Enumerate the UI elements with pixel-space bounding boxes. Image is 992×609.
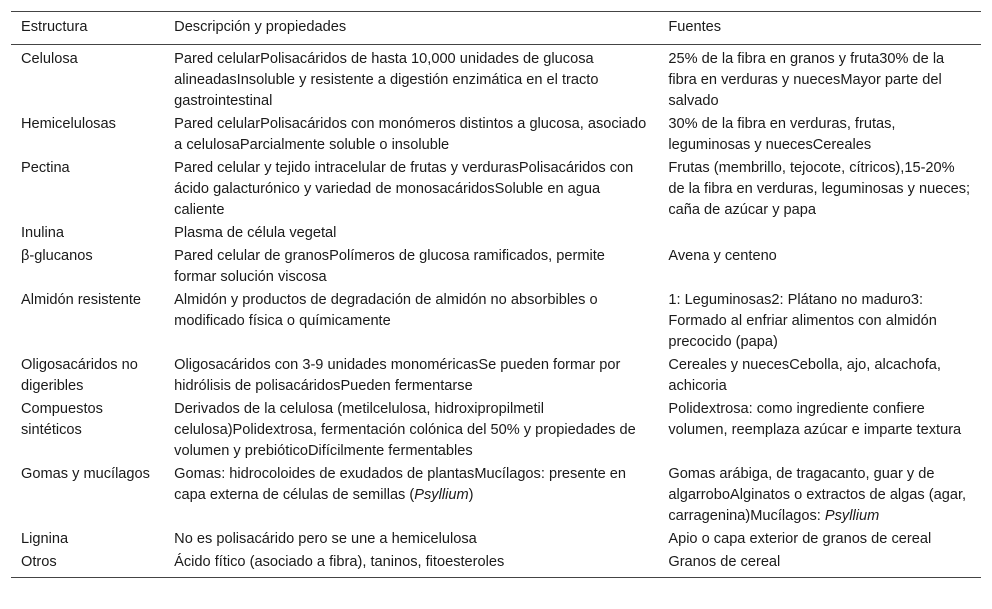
cell-estructura: Almidón resistente bbox=[21, 292, 142, 308]
cell-descripcion: Pared celular de granosPolímeros de glucosa ramificados, permite formar solución viscosa bbox=[174, 248, 605, 285]
cell-estructura: Celulosa bbox=[21, 51, 78, 67]
table-row bbox=[11, 290, 981, 355]
cell-fuentes: 25% de la fibra en granos y fruta30% de la fibra en verduras y nuecesMayor parte del salvado bbox=[668, 51, 945, 109]
cell-fuentes: Granos de cereal bbox=[668, 554, 781, 570]
table-body bbox=[11, 45, 981, 578]
cell-estructura: Gomas y mucílagos bbox=[21, 466, 150, 482]
cell-descripcion: Oligosacáridos con 3-9 unidades monoméricasSe pueden formar por hidrólisis de polisacáridosPueden fermentarse bbox=[174, 357, 621, 394]
cell-descripcion: Pared celularPolisacáridos con monómeros distintos a glucosa, asociado a celulosaParcialmente soluble o insoluble bbox=[174, 116, 647, 153]
cell-descripcion: Almidón y productos de degradación de almidón no absorbibles o modificado física o químicamente bbox=[174, 292, 598, 329]
psyllium-italic: Psyllium bbox=[414, 487, 469, 503]
cell-estructura: Inulina bbox=[21, 225, 65, 241]
cell-descripcion: Pared celular y tejido intracelular de frutas y verdurasPolisacáridos con ácido galacturónico y variedad de monosacáridosSoluble en agua caliente bbox=[174, 160, 634, 218]
table-row bbox=[11, 114, 981, 158]
fuentes-text: Gomas arábiga, de tragacanto, guar y de algarroboAlginatos o extractos de algas (agar, carragenina)Mucílagos: bbox=[668, 466, 967, 524]
cell-descripcion bbox=[164, 464, 658, 529]
cell-fuentes bbox=[658, 223, 981, 246]
cell-descripcion: Plasma de célula vegetal bbox=[174, 225, 337, 241]
header-estructura: Estructura bbox=[21, 19, 88, 35]
cell-fuentes: 1: Leguminosas2: Plátano no maduro3: Formado al enfriar alimentos con almidón precocido (papa) bbox=[668, 292, 937, 350]
cell-estructura: Lignina bbox=[21, 531, 69, 547]
cell-estructura: Pectina bbox=[21, 160, 70, 176]
table-row bbox=[11, 355, 981, 399]
cell-estructura: Hemicelulosas bbox=[21, 116, 116, 132]
cell-estructura: Compuestos sintéticos bbox=[21, 401, 103, 438]
header-descripcion: Descripción y propiedades bbox=[174, 19, 347, 35]
fiber-structures-table bbox=[11, 11, 981, 578]
table-header bbox=[11, 12, 981, 45]
table-row bbox=[11, 223, 981, 246]
table-row bbox=[11, 246, 981, 290]
table-row bbox=[11, 399, 981, 464]
table-row bbox=[11, 45, 981, 115]
cell-estructura: β-glucanos bbox=[21, 248, 93, 264]
cell-fuentes: Cereales y nuecesCebolla, ajo, alcachofa, achicoria bbox=[668, 357, 941, 394]
cell-fuentes: 30% de la fibra en verduras, frutas, leguminosas y nuecesCereales bbox=[668, 116, 896, 153]
header-fuentes: Fuentes bbox=[668, 19, 722, 35]
table-row bbox=[11, 529, 981, 552]
cell-fuentes: Polidextrosa: como ingrediente confiere volumen, reemplaza azúcar e imparte textura bbox=[668, 401, 962, 438]
cell-descripcion: Derivados de la celulosa (metilcelulosa, hidroxipropilmetil celulosa)Polidextrosa, fermentación colónica del 50% y propiedades de volumen y prebióticoDifícilmente fermentables bbox=[174, 401, 636, 459]
header-row bbox=[11, 12, 981, 45]
descripcion-text-end: ) bbox=[468, 487, 474, 503]
cell-fuentes: Apio o capa exterior de granos de cereal bbox=[668, 531, 932, 547]
cell-fuentes: Avena y centeno bbox=[668, 248, 777, 264]
table-row bbox=[11, 464, 981, 529]
psyllium-italic: Psyllium bbox=[824, 508, 880, 524]
cell-descripcion: Ácido fítico (asociado a fibra), taninos, fitoesteroles bbox=[174, 554, 505, 570]
cell-fuentes bbox=[658, 464, 981, 529]
cell-estructura: Oligosacáridos no digeribles bbox=[21, 357, 138, 394]
cell-estructura: Otros bbox=[21, 554, 57, 570]
table-row bbox=[11, 552, 981, 578]
cell-descripcion: No es polisacárido pero se une a hemicelulosa bbox=[174, 531, 477, 547]
table-row bbox=[11, 158, 981, 223]
cell-descripcion: Pared celularPolisacáridos de hasta 10,000 unidades de glucosa alineadasInsoluble y resistente a digestión enzimática en el tracto gastrointestinal bbox=[174, 51, 599, 109]
cell-fuentes: Frutas (membrillo, tejocote, cítricos),15-20% de la fibra en verduras, leguminosas y nueces; caña de azúcar y papa bbox=[668, 160, 971, 218]
descripcion-text: Gomas: hidrocoloides de exudados de plantasMucílagos: presente en capa externa de células de semillas ( bbox=[174, 466, 627, 503]
